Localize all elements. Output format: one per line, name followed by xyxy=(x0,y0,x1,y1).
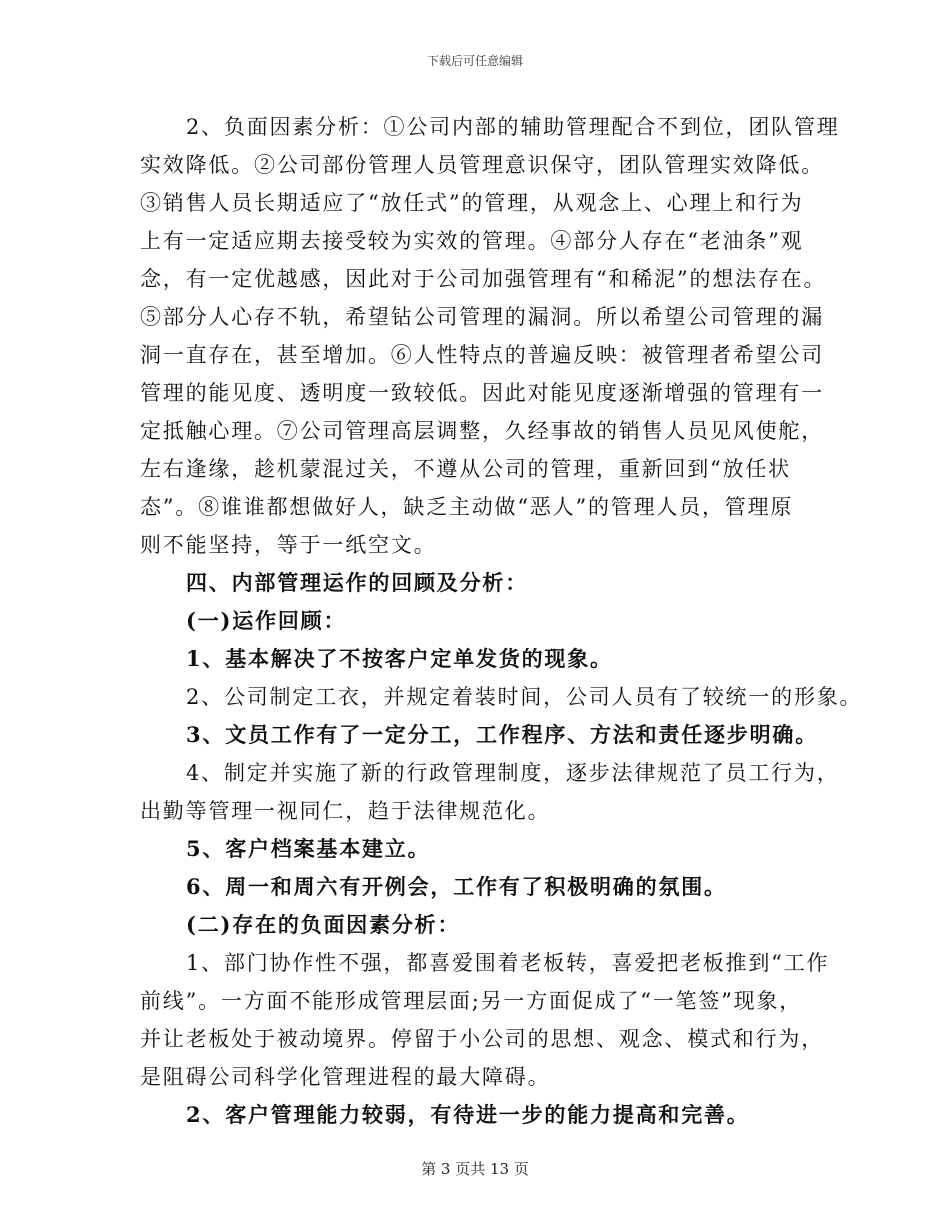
paragraph-line: 左右逢缘，趁机蒙混过关，不遵从公司的管理，重新回到“放任状 xyxy=(140,457,791,481)
heading-line: 6、周一和周六有开例会，工作有了积极明确的氛围。 xyxy=(186,874,727,899)
heading-line: 四、内部管理运作的回顾及分析： xyxy=(186,570,528,595)
paragraph-line: 1、部门协作性不强，都喜爱围着老板转，喜爱把老板推到“工作 xyxy=(186,951,830,975)
heading-line: (二)存在的负面因素分析： xyxy=(186,912,461,937)
paragraph-line: 洞一直存在，甚至增加。⑥人性特点的普遍反映：被管理者希望公司 xyxy=(140,343,824,367)
paragraph-line: 出勤等管理一视同仁，趋于法律规范化。 xyxy=(140,799,551,823)
heading-line: 5、客户档案基本建立。 xyxy=(186,836,431,861)
paragraph-line: 是阻碍公司科学化管理进程的最大障碍。 xyxy=(140,1065,551,1089)
paragraph-line: 定抵触心理。⑦公司管理高层调整，久经事故的销售人员见风使舵， xyxy=(140,419,824,443)
paragraph-line: 念，有一定优越感，因此对于公司加强管理有“和稀泥”的想法存在。 xyxy=(140,267,827,291)
paragraph-line: 2、公司制定工衣，并规定着装时间，公司人员有了较统一的形象。 xyxy=(186,685,863,709)
paragraph-line: 2、负面因素分析：①公司内部的辅助管理配合不到位，团队管理 xyxy=(186,115,840,139)
heading-line: 2、客户管理能力较弱，有待进一步的能力提高和完善。 xyxy=(186,1102,750,1127)
paragraph-line: ⑤部分人心存不轨，希望钻公司管理的漏洞。所以希望公司管理的漏 xyxy=(140,305,824,329)
paragraph-line: 管理的能见度、透明度一致较低。因此对能见度逐渐增强的管理有一 xyxy=(140,381,824,405)
paragraph-line: 上有一定适应期去接受较为实效的管理。④部分人存在“老油条”观 xyxy=(140,229,804,253)
paragraph-line: 实效降低。②公司部份管理人员管理意识保守，团队管理实效降低。 xyxy=(140,153,824,177)
paragraph-line: 4、制定并实施了新的行政管理制度，逐步法律规范了员工行为， xyxy=(186,761,840,785)
document-body xyxy=(140,108,863,1134)
heading-line: 3、文员工作有了一定分工，工作程序、方法和责任逐步明确。 xyxy=(186,722,819,747)
heading-line: 1、基本解决了不按客户定单发货的现象。 xyxy=(186,646,613,671)
paragraph-line: 态”。⑧谁谁都想做好人，缺乏主动做“恶人”的管理人员，管理原 xyxy=(140,495,794,519)
heading-line: (一)运作回顾： xyxy=(186,608,347,633)
paragraph-line: 并让老板处于被动境界。停留于小公司的思想、观念、模式和行为， xyxy=(140,1027,824,1051)
paragraph-line: 则不能坚持，等于一纸空文。 xyxy=(140,533,437,557)
paragraph-line: 前线”。一方面不能形成管理层面;另一方面促成了“一笔签”现象， xyxy=(140,989,803,1013)
page-header: 下载后可任意编辑 xyxy=(426,54,523,68)
paragraph-line: ③销售人员长期适应了“放任式”的管理，从观念上、心理上和行为 xyxy=(140,191,804,215)
page-number: 第 3 页共 13 页 xyxy=(421,1160,529,1178)
